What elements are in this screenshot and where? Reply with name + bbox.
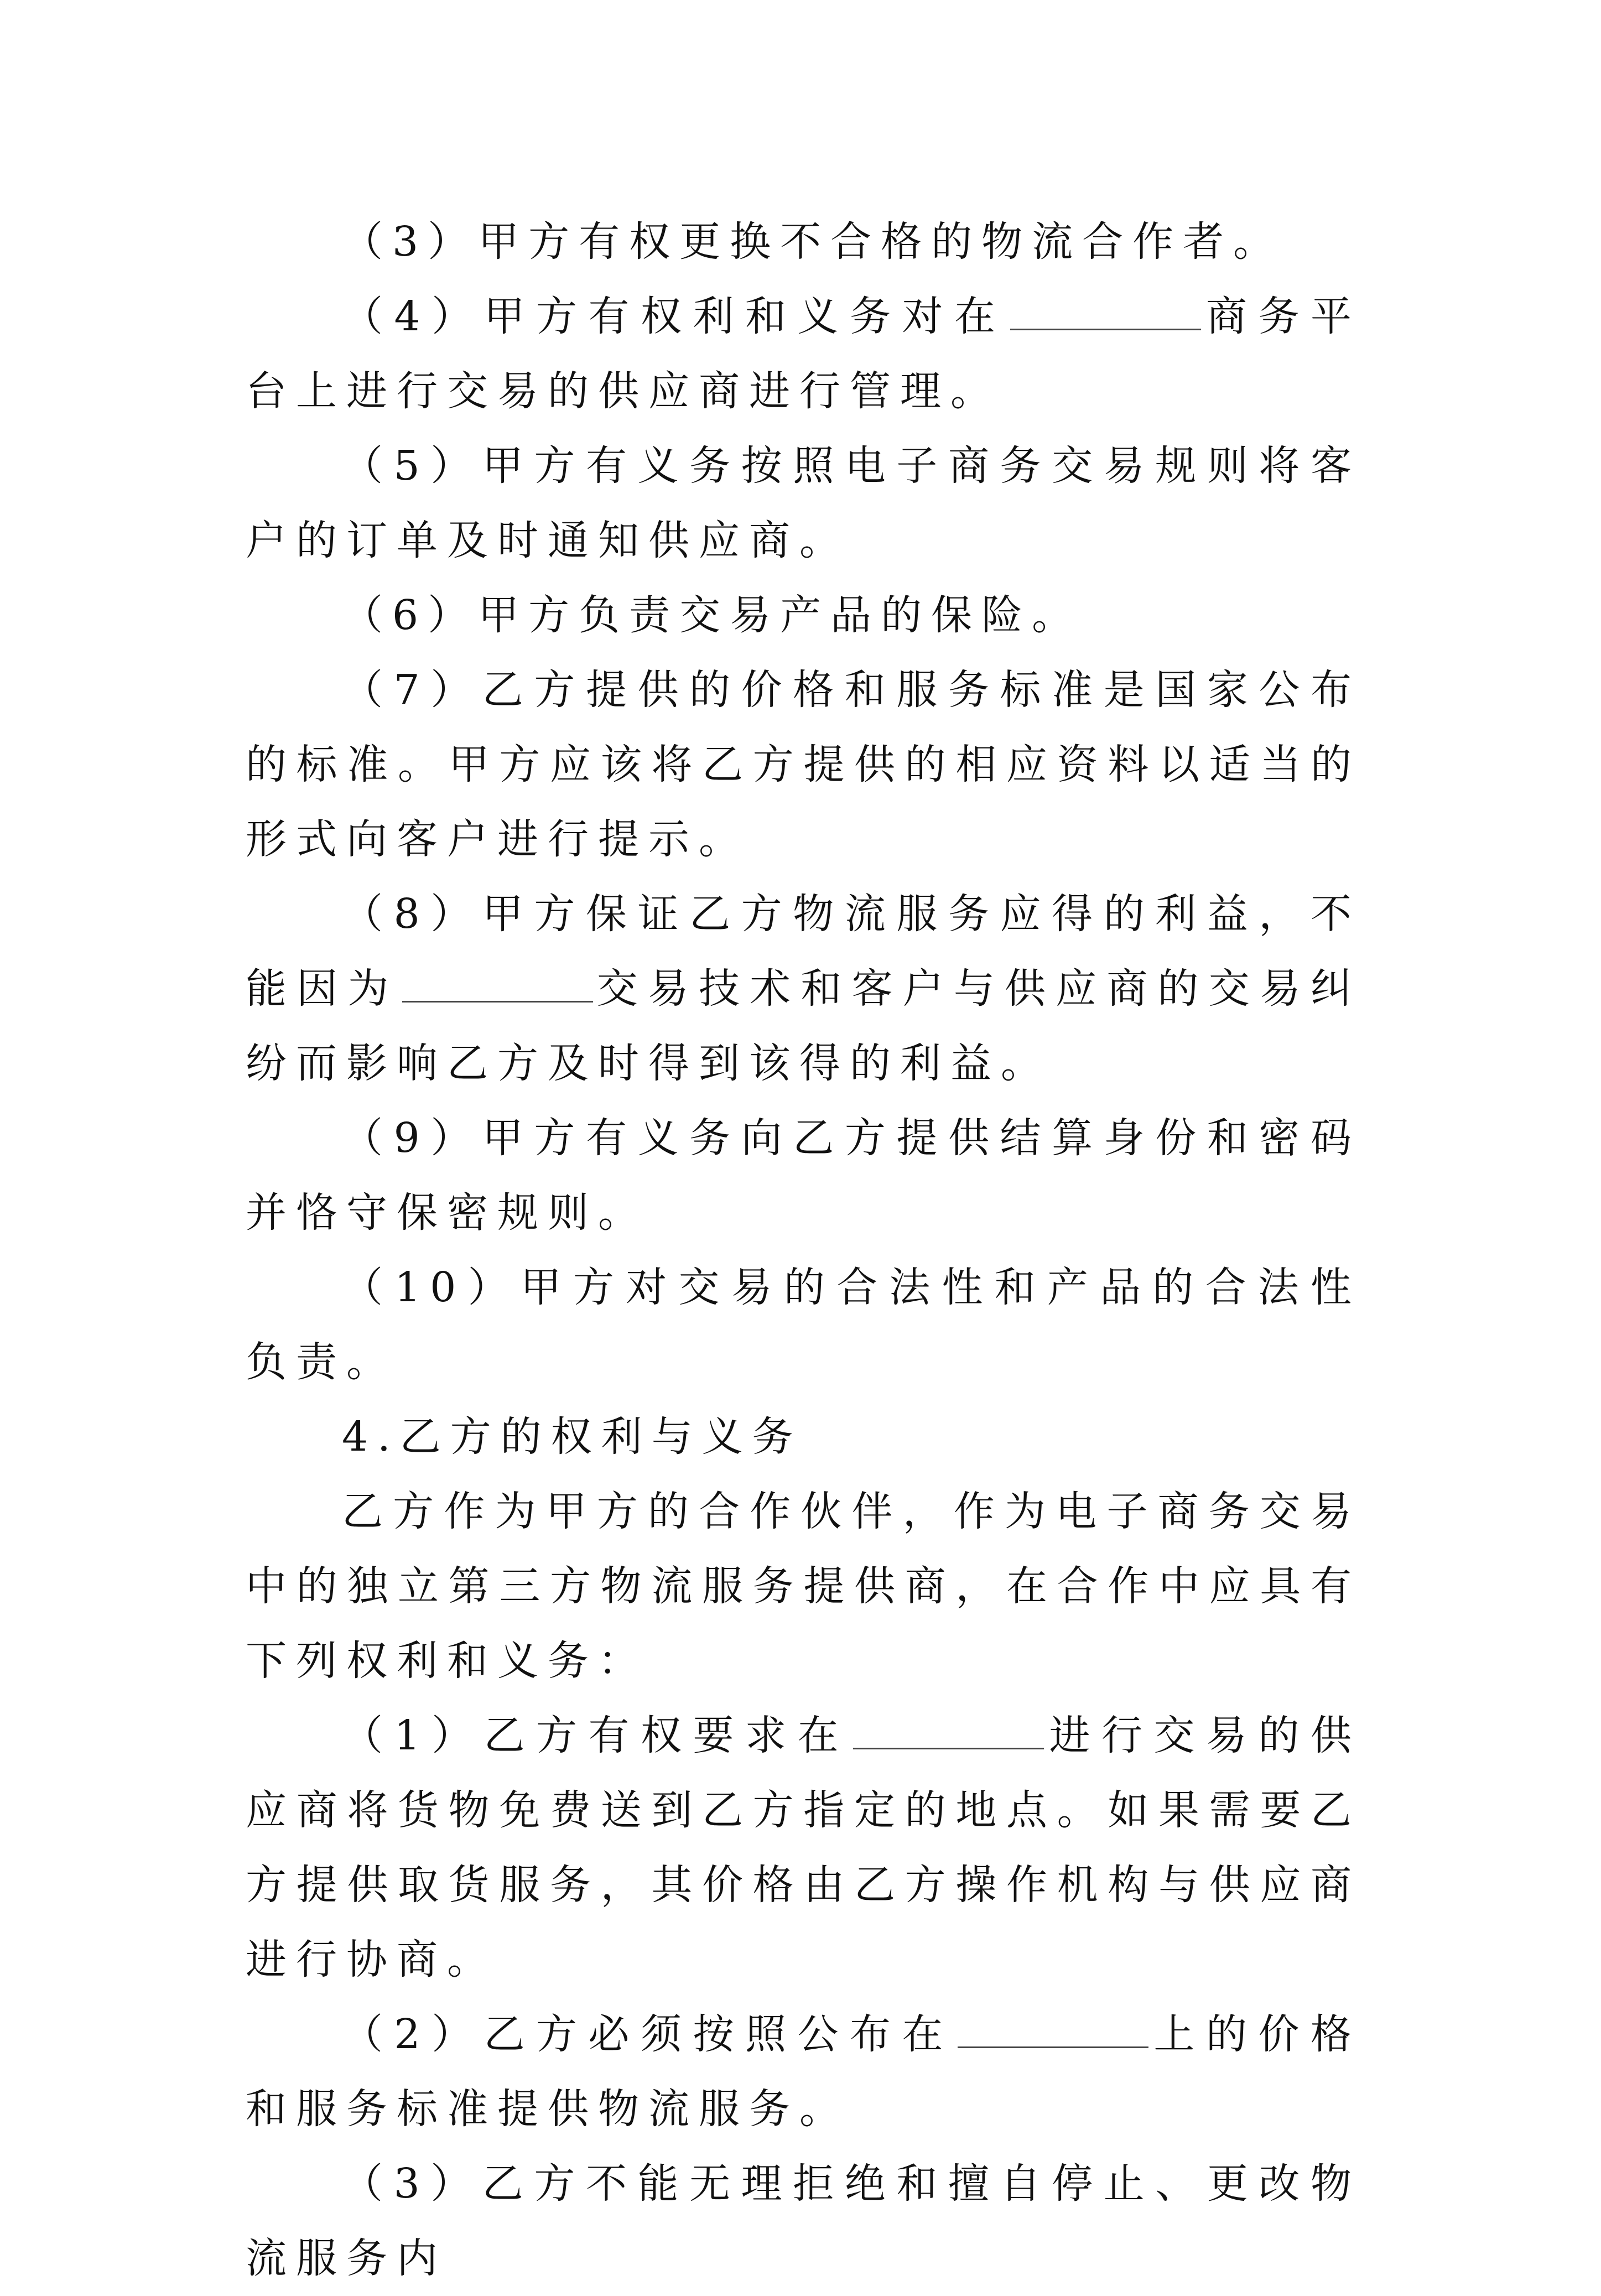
clause-text: （5）甲方有义务按照电子商务交易规则将客户的订单及时通知供应商。 bbox=[246, 442, 1361, 564]
section-heading-party-b bbox=[246, 1400, 1361, 1474]
clause-party-a-5 bbox=[246, 429, 1361, 578]
clause-party-a-8 bbox=[246, 877, 1361, 1101]
clause-party-b-3 bbox=[246, 2147, 1361, 2296]
fill-in-blank bbox=[402, 965, 593, 1002]
clause-party-b-2 bbox=[246, 1997, 1361, 2147]
clause-text: （7）乙方提供的价格和服务标准是国家公布的标准。甲方应该将乙方提供的相应资料以适当的形式向客户进行提示。 bbox=[246, 666, 1361, 863]
clause-party-a-3 bbox=[246, 205, 1361, 279]
section-heading: 4.乙方的权利与义务 bbox=[342, 1413, 803, 1461]
clause-party-a-4 bbox=[246, 279, 1361, 429]
clause-text: （3）甲方有权更换不合格的物流合作者。 bbox=[342, 218, 1284, 266]
clause-party-a-9 bbox=[246, 1101, 1361, 1250]
clause-text: （1）乙方有权要求在 bbox=[342, 1712, 850, 1759]
fill-in-blank bbox=[1010, 293, 1201, 330]
clause-text: （6）甲方负责交易产品的保险。 bbox=[342, 591, 1083, 639]
clause-text: 进行交易的供应商将货物免费送到乙方指定的地点。如果需要乙方提供取货服务，其价格由乙方操作机构与供应商进行协商。 bbox=[246, 1712, 1361, 1983]
clause-text: （10）甲方对交易的合法性和产品的合法性负责。 bbox=[246, 1264, 1361, 1386]
fill-in-blank bbox=[853, 1712, 1044, 1749]
clause-party-a-10 bbox=[246, 1250, 1361, 1400]
clause-text: （2）乙方必须按照公布在 bbox=[342, 2011, 955, 2058]
clause-text: 商务平台上进行交易的供应商进行管理。 bbox=[246, 293, 1361, 415]
clause-party-a-7 bbox=[246, 653, 1361, 877]
clause-text: （3）乙方不能无理拒绝和擅自停止、更改物流服务内 bbox=[246, 2160, 1361, 2282]
clause-text: （9）甲方有义务向乙方提供结算身份和密码并恪守保密规则。 bbox=[246, 1114, 1361, 1237]
fill-in-blank bbox=[958, 2011, 1148, 2048]
clause-text: 上的价格和服务标准提供物流服务。 bbox=[246, 2011, 1361, 2133]
intro-text: 乙方作为甲方的合作伙伴，作为电子商务交易中的独立第三方物流服务提供商，在合作中应具有下列权利和义务： bbox=[246, 1488, 1361, 1685]
clause-party-a-6 bbox=[246, 578, 1361, 653]
clause-text: 交易技术和客户与供应商的交易纠纷而影响乙方及时得到该得的利益。 bbox=[246, 965, 1361, 1087]
document-body bbox=[246, 205, 1361, 2296]
clause-text: （4）甲方有权利和义务对在 bbox=[342, 293, 1007, 340]
clause-text: （8）甲方保证乙方物流服务应得的利益，不能因为 bbox=[246, 890, 1361, 1012]
party-b-intro bbox=[246, 1474, 1361, 1698]
clause-party-b-1 bbox=[246, 1698, 1361, 1997]
